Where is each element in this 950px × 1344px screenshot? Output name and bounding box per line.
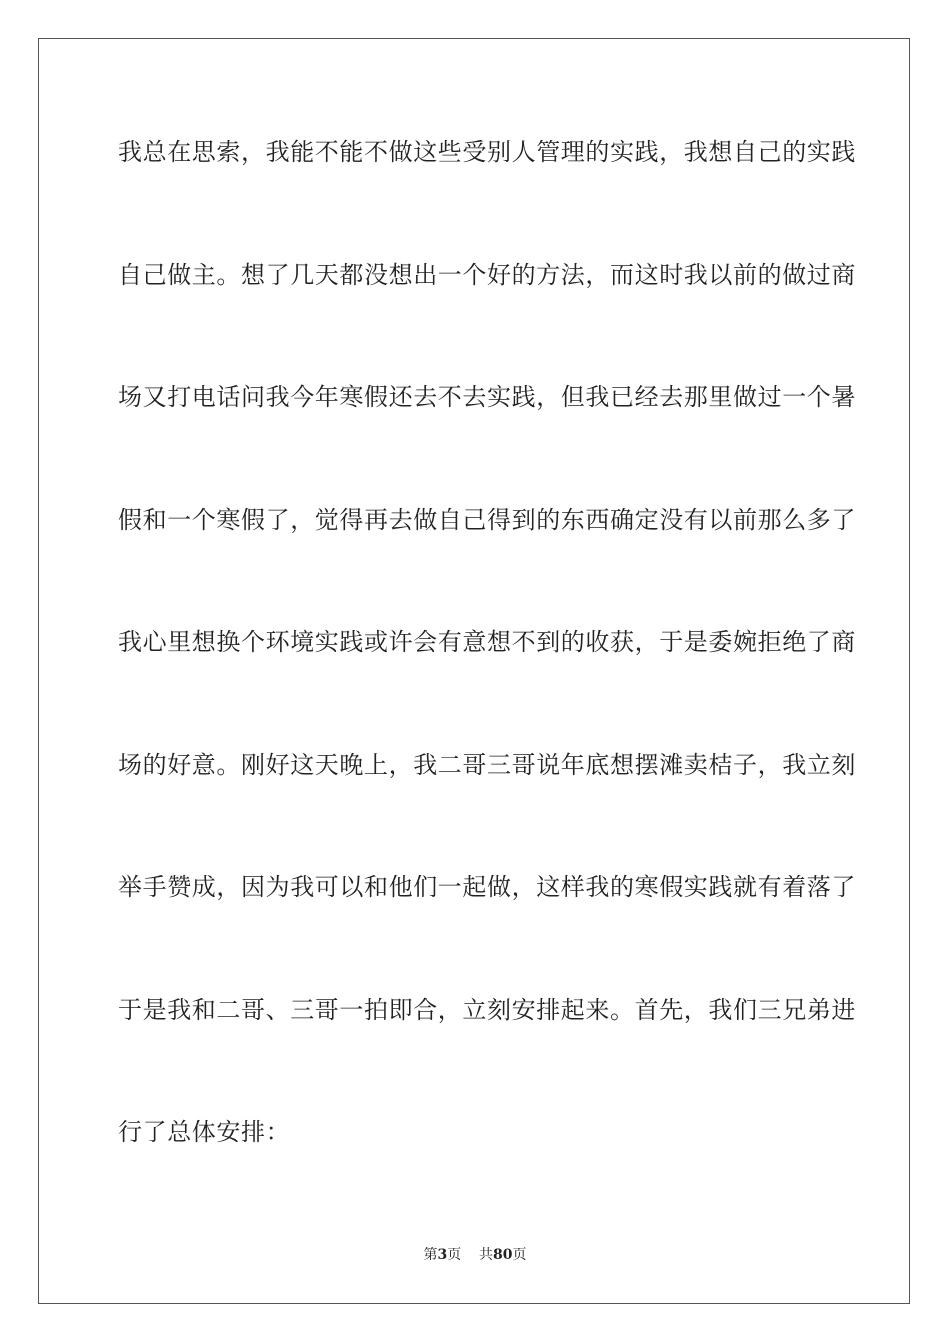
total-suffix: 页	[512, 1247, 527, 1263]
text-line-4: 假和一个寒假了，觉得再去做自己得到的东西确定没有以前那么多了	[118, 505, 856, 534]
text-line-7: 举手赞成，因为我可以和他们一起做，这样我的寒假实践就有着落了	[118, 873, 856, 901]
page-suffix: 页	[447, 1247, 462, 1263]
text-line-3: 场又打电话问我今年寒假还去不去实践，但我已经去那里做过一个暑	[118, 383, 856, 411]
text-line-1: 我总在思索，我能不能不做这些受别人管理的实践，我想自己的实践	[118, 138, 856, 166]
text-line-9: 行了总体安排：	[118, 1118, 291, 1146]
text-line-6: 场的好意。刚好这天晚上，我二哥三哥说年底想摆滩卖桔子，我立刻	[118, 750, 856, 779]
text-line-5: 我心里想换个环境实践或许会有意想不到的收获，于是委婉拒绝了商	[118, 628, 856, 656]
text-line-8: 于是我和二哥、三哥一拍即合，立刻安排起来。首先，我们三兄弟进	[118, 995, 856, 1024]
document-body	[118, 128, 856, 1231]
total-pages: 80	[493, 1247, 513, 1263]
page-footer	[0, 1244, 950, 1264]
page-number: 3	[437, 1247, 448, 1263]
text-line-2: 自己做主。想了几天都没想出一个好的方法，而这时我以前的做过商	[118, 260, 856, 289]
total-prefix: 共	[479, 1247, 494, 1263]
page-prefix: 第	[423, 1247, 438, 1263]
